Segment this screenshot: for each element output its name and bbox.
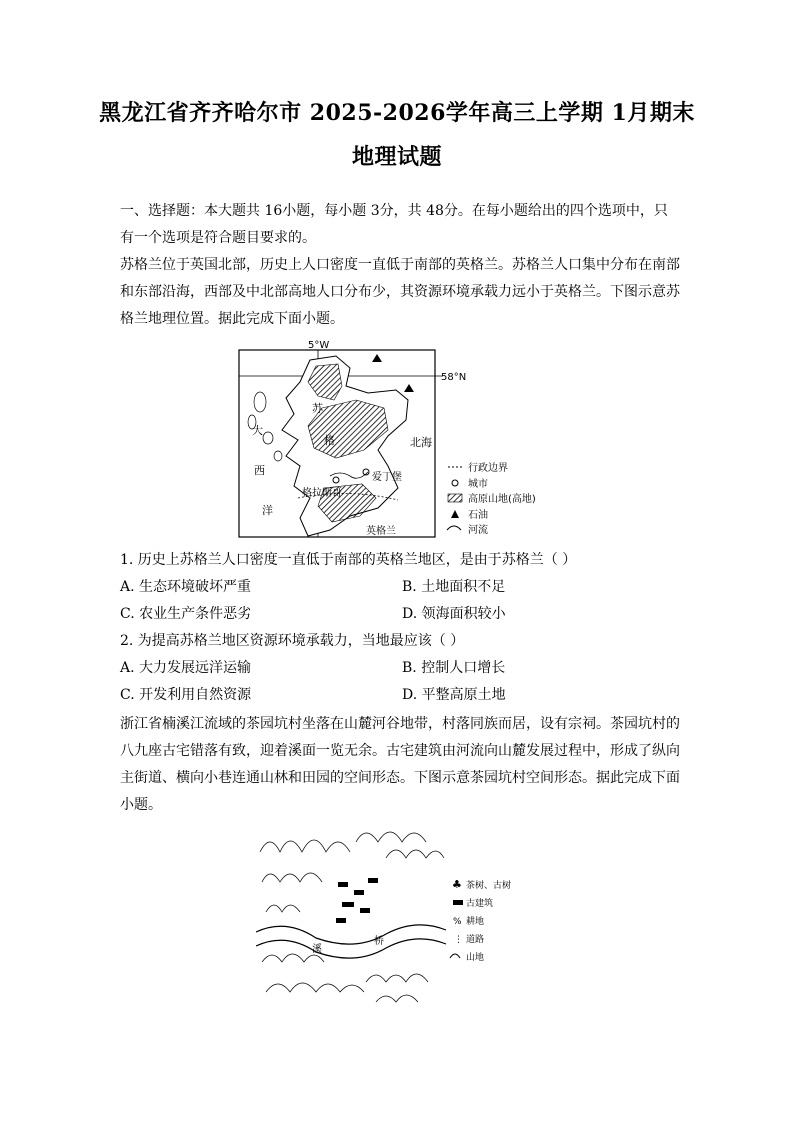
- legend-buildings: 古建筑: [466, 899, 494, 909]
- passage-scotland: 苏格兰位于英国北部，历史上人口密度一直低于南部的英格兰。苏格兰人口集中分布在南部和东部沿海，西部及中北部高地人口分布少，其资源环境承载力远小于英格兰。下图示意苏格兰地理位置。据此完成下面小题。: [120, 257, 680, 327]
- question-2-option-c[interactable]: C. 开发利用自然资源: [120, 687, 252, 703]
- svg-text:⋮: ⋮: [454, 935, 463, 945]
- legend-road: 道路: [466, 935, 485, 945]
- ancient-buildings: [336, 878, 378, 923]
- legend-boundary: 行政边界: [468, 463, 508, 474]
- question-1-stem: 1. 历史上苏格兰人口密度一直低于南部的英格兰地区，是由于苏格兰（ ）: [120, 552, 577, 568]
- village-map: [256, 822, 526, 1007]
- mountain-hatching: [260, 832, 444, 1002]
- legend-oil: 石油: [468, 510, 488, 521]
- river-nanxi: [256, 925, 446, 944]
- passage-village: 浙江省楠溪江流域的茶园坑村坐落在山麓河谷地带，村落同族而居，设有宗祠。茶园坑村的八九座古宅错落有致，迎着溪面一览无余。古宅建筑由河流向山麓发展过程中，形成了纵向主街道、横向小巷连通山林和田园的空间形态。下图示意茶园坑村空间形态。据此完成下面小题。: [120, 716, 680, 813]
- svg-text:北海: 北海: [410, 436, 432, 449]
- doc-title-line2: 地理试题: [351, 144, 442, 170]
- question-2-option-d[interactable]: D. 平整高原土地: [402, 687, 506, 703]
- legend-mountain: 山地: [466, 953, 485, 963]
- question-1-option-b[interactable]: B. 土地面积不足: [402, 579, 506, 595]
- lat-label: 58°N: [441, 372, 467, 383]
- question-2-option-a[interactable]: A. 大力发展远洋运输: [120, 660, 252, 676]
- legend-trees: 茶树、古树: [466, 881, 512, 891]
- legend-river: 河流: [468, 525, 488, 536]
- svg-text:溪: 溪: [312, 944, 322, 955]
- svg-text:桥: 桥: [374, 936, 384, 947]
- legend-city: 城市: [468, 479, 488, 490]
- svg-text:%: %: [453, 917, 462, 927]
- city-glasgow: [333, 477, 339, 483]
- question-1-option-a[interactable]: A. 生态环境破坏严重: [120, 579, 252, 595]
- question-2-option-b[interactable]: B. 控制人口增长: [402, 660, 506, 676]
- svg-text:苏: 苏: [312, 402, 323, 415]
- scotland-map: [238, 338, 558, 538]
- svg-text:洋: 洋: [262, 504, 273, 517]
- svg-text:格: 格: [324, 434, 335, 447]
- svg-text:英格兰: 英格兰: [366, 526, 396, 537]
- question-1-option-d[interactable]: D. 领海面积较小: [402, 606, 506, 622]
- svg-text:大: 大: [252, 424, 263, 437]
- svg-text:爱丁堡: 爱丁堡: [372, 472, 402, 483]
- svg-text:西: 西: [254, 464, 265, 477]
- lon-label: 5°W: [308, 340, 330, 351]
- svg-text:♣: ♣: [452, 878, 462, 891]
- legend-highland: 高原山地(高地): [468, 494, 536, 505]
- legend-farmland: 耕地: [466, 917, 485, 927]
- svg-text:格拉斯哥: 格拉斯哥: [302, 488, 342, 499]
- question-1-option-c[interactable]: C. 农业生产条件恶劣: [120, 606, 252, 622]
- section-instruction: 一、选择题：本大题共 16小题，每小题 3分，共 48分。在每小题给出的四个选项中，只有一个选项是符合题目要求的。: [120, 203, 668, 246]
- question-2-stem: 2. 为提高苏格兰地区资源环境承载力，当地最应该（ ）: [120, 633, 465, 649]
- doc-title-line1: 黑龙江省齐齐哈尔市 2025-2026学年高三上学期 1月期末: [99, 100, 695, 126]
